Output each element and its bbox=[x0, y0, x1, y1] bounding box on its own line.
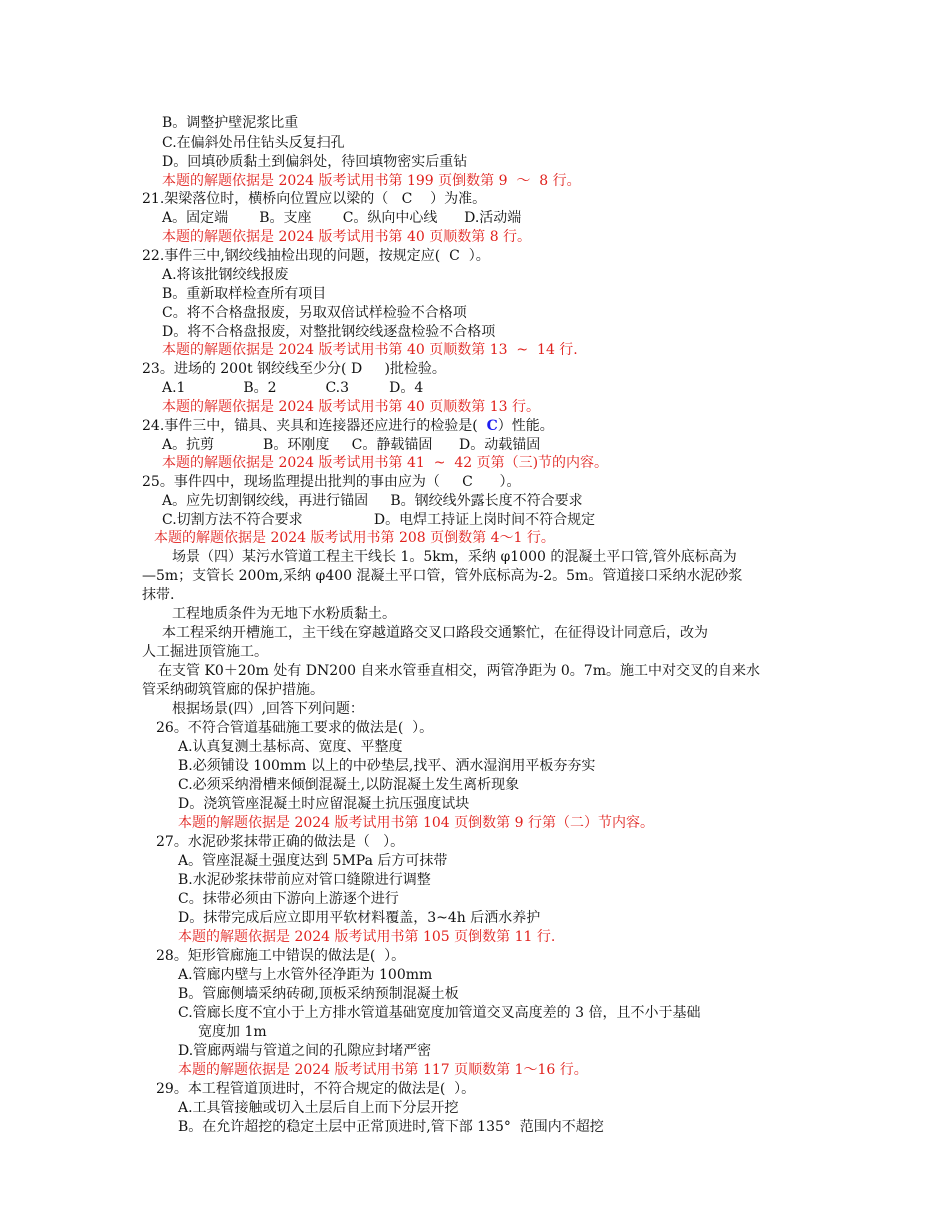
question-28-option-a: A.管廊内壁与上水管外径净距为 100mm bbox=[178, 967, 433, 983]
question-25-options-ab: A。应先切割钢绞线，再进行锚固 B。钢绞线外露长度不符合要求 bbox=[162, 493, 583, 509]
scenario-prompt: 根据场景(四）,回答下列问题： bbox=[172, 701, 364, 717]
option-d-text: D。回填砂质黏土到偏斜处，待回填物密实后重钻 bbox=[162, 154, 468, 170]
question-21: 21.架梁落位时，横桥向位置应以梁的（ C ）为准。 bbox=[142, 191, 487, 207]
answer-basis-note: 本题的解题依据是 2024 版考试用书第 40 页顺数第 13 行。 bbox=[162, 399, 540, 415]
question-29-option-a: A.工具管接触或切入土层后自上而下分层开挖 bbox=[178, 1100, 459, 1116]
question-27-option-c: C。抹带必须由下游向上游逐个进行 bbox=[178, 891, 399, 907]
scenario-crossing: 在支管 K0＋20m 处有 DN200 自来水管垂直相交，两管净距为 0。7m。施工中对交叉的自来水 bbox=[158, 663, 760, 679]
question-26-option-a: A.认真复测土基标高、宽度、平整度 bbox=[178, 739, 403, 755]
answer-basis-note: 本题的解题依据是 2024 版考试用书第 104 页倒数第 9 行第（二）节内容。 bbox=[178, 815, 654, 831]
question-28-option-b: B。管廊侧墙采纳砖砌,顶板采纳预制混凝土板 bbox=[178, 986, 459, 1002]
question-29-option-b: B。在允许超挖的稳定土层中正常顶进时,管下部 135° 范围内不超挖 bbox=[178, 1119, 604, 1135]
question-28-option-d: D.管廊两端与管道之间的孔隙应封堵严密 bbox=[178, 1043, 432, 1059]
scenario-paragraph-cont: —5m；支管长 200m,采纳 φ400 混凝土平口管，管外底标高为-2。5m。管道接口采纳水泥砂浆 bbox=[142, 568, 743, 584]
answer-basis-note: 本题的解题依据是 2024 版考试用书第 199 页倒数第 9 ～ 8 行。 bbox=[162, 173, 581, 189]
answer-basis-note: 本题的解题依据是 2024 版考试用书第 40 页顺数第 13 ~ 14 行. bbox=[162, 342, 578, 358]
question-22-option-a: A.将该批钢绞线报废 bbox=[162, 267, 289, 283]
question-22-option-c: C。将不合格盘报废，另取双倍试样检验不合格项 bbox=[162, 305, 467, 321]
option-c-text: C.在偏斜处吊住钻头反复扫孔 bbox=[162, 135, 345, 151]
scenario-construction-cont: 人工掘进顶管施工。 bbox=[142, 644, 268, 660]
question-27-option-d: D。抹带完成后应立即用平软材料覆盖，3~4h 后洒水养护 bbox=[178, 910, 541, 926]
question-28-option-c: C.管廊长度不宜小于上方排水管道基础宽度加管道交叉高度差的 3 倍，且不小于基础 bbox=[178, 1005, 701, 1021]
scenario-paragraph: 场景（四）某污水管道工程主干线长 1。5km，采纳 φ1000 的混凝土平口管,管外底标高为 bbox=[172, 549, 737, 565]
answer-basis-note: 本题的解题依据是 2024 版考试用书第 208 页倒数第 4～1 行。 bbox=[154, 530, 555, 546]
question-21-options: A。固定端 B。支座 C。纵向中心线 D.活动端 bbox=[162, 210, 522, 226]
question-22-option-b: B。重新取样检查所有项目 bbox=[162, 286, 327, 302]
question-27-option-b: B.水泥砂浆抹带前应对管口缝隙进行调整 bbox=[178, 872, 431, 888]
answer-basis-note: 本题的解题依据是 2024 版考试用书第 117 页顺数第 1～16 行。 bbox=[178, 1062, 588, 1078]
scenario-paragraph-cont: 抹带. bbox=[142, 587, 175, 603]
question-27-option-a: A。管座混凝土强度达到 5MPa 后方可抹带 bbox=[178, 853, 448, 869]
question-26-option-d: D。浇筑管座混凝土时应留混凝土抗压强度试块 bbox=[178, 796, 470, 812]
question-24 bbox=[142, 417, 554, 435]
question-29: 29。本工程管道顶进时，不符合规定的做法是( ）。 bbox=[156, 1081, 476, 1097]
option-b-text: B。调整护壁泥浆比重 bbox=[162, 115, 299, 131]
question-24-answer: C bbox=[486, 418, 498, 434]
question-26: 26。不符合管道基础施工要求的做法是( ）。 bbox=[156, 720, 434, 736]
question-26-option-b: B.必须铺设 100mm 以上的中砂垫层,找平、洒水湿润用平板夯夯实 bbox=[178, 758, 596, 774]
answer-basis-note: 本题的解题依据是 2024 版考试用书第 41 ~ 42 页第（三)节的内容。 bbox=[162, 455, 609, 471]
scenario-geology: 工程地质条件为无地下水粉质黏土。 bbox=[172, 606, 396, 622]
question-28-option-c-cont: 宽度加 1m bbox=[198, 1024, 267, 1040]
question-24-options: A。抗剪 B。环刚度 C。静载锚固 D。动载锚固 bbox=[162, 437, 541, 453]
question-28: 28。矩形管廊施工中错误的做法是( ）。 bbox=[156, 948, 406, 964]
question-23: 23。进场的 200t 钢绞线至少分( D )批检验。 bbox=[142, 361, 446, 377]
question-25-options-cd: C.切割方法不符合要求 D。电焊工持证上岗时间不符合规定 bbox=[162, 512, 596, 528]
question-26-option-c: C.必须采纳滑槽来倾倒混凝土,以防混凝土发生离析现象 bbox=[178, 777, 520, 793]
question-27: 27。水泥砂浆抹带正确的做法是（ ）。 bbox=[156, 834, 405, 850]
answer-basis-note: 本题的解题依据是 2024 版考试用书第 105 页倒数第 11 行. bbox=[178, 929, 556, 945]
scenario-crossing-cont: 管采纳砌筑管廊的保护措施。 bbox=[142, 682, 324, 698]
question-23-options: A.1 B。2 C.3 D。4 bbox=[162, 380, 424, 396]
question-25: 25。事件四中，现场监理提出批判的事由应为（ C ）。 bbox=[142, 474, 521, 490]
question-24-stem: 24.事件三中，锚具、夹具和连接器还应进行的检验是( bbox=[142, 418, 487, 434]
question-22: 22.事件三中,钢绞线抽检出现的问题，按规定应( C ）。 bbox=[142, 248, 490, 264]
question-24-stem-end: ）性能。 bbox=[497, 418, 554, 434]
answer-basis-note: 本题的解题依据是 2024 版考试用书第 40 页顺数第 8 行。 bbox=[162, 229, 532, 245]
scenario-construction: 本工程采纳开槽施工，主干线在穿越道路交叉口路段交通繁忙，在征得设计同意后，改为 bbox=[162, 625, 708, 641]
question-22-option-d: D。将不合格盘报废，对整批钢绞线逐盘检验不合格项 bbox=[162, 324, 496, 340]
